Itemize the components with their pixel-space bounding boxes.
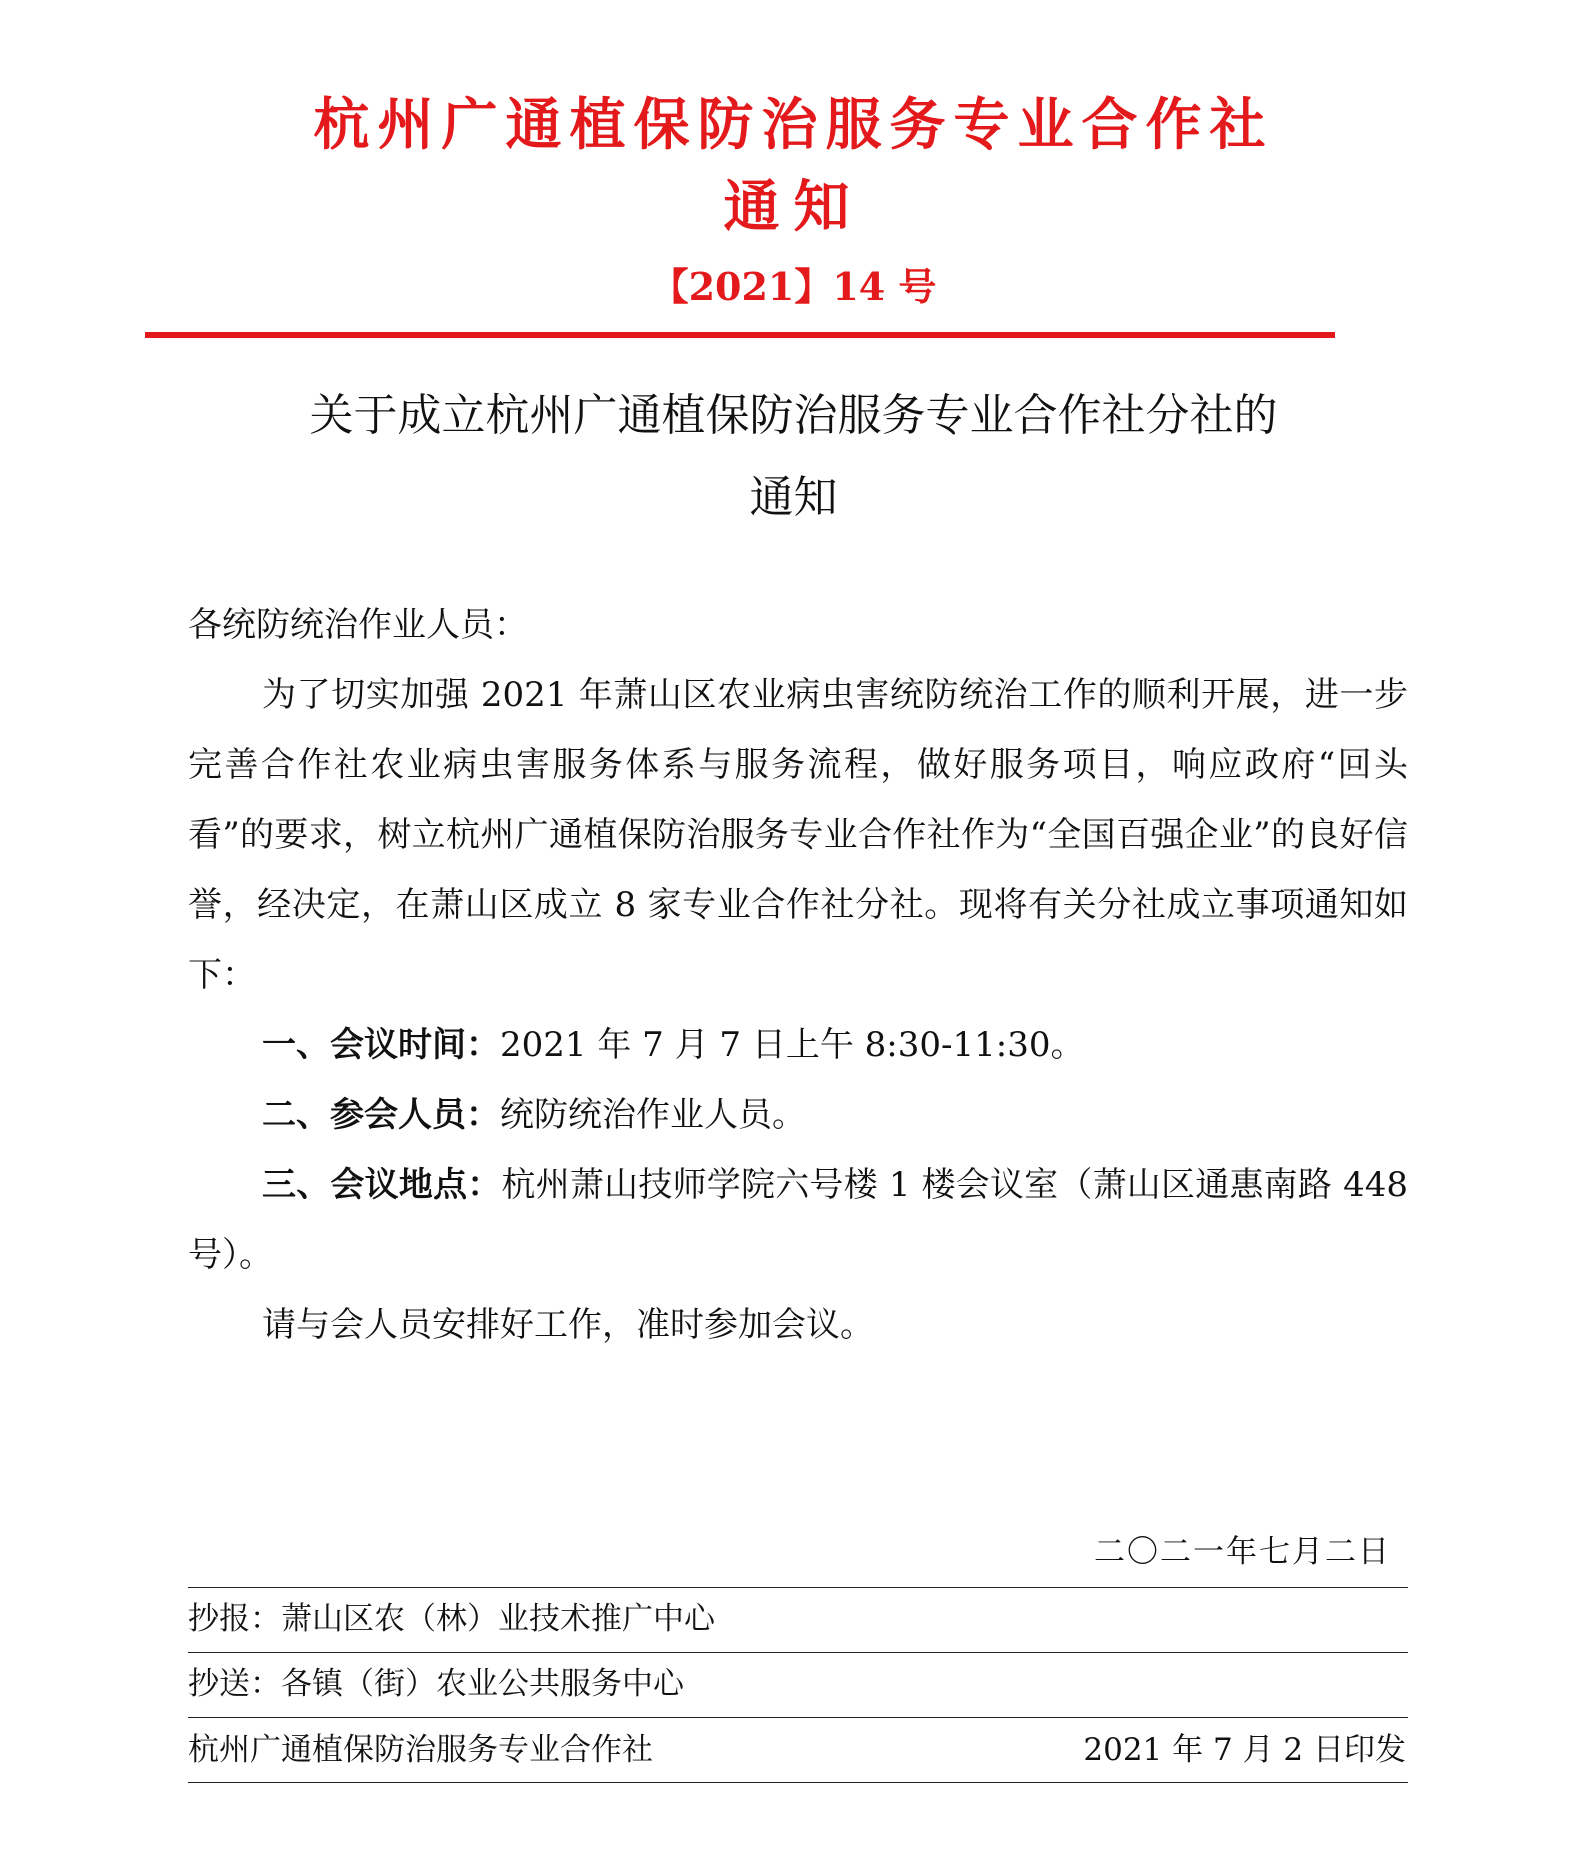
footer-divider <box>188 1652 1408 1653</box>
footer-divider <box>188 1717 1408 1718</box>
body-paragraph: 为了切实加强 2021 年萧山区农业病虫害统防统治工作的顺利开展，进一步完善合作社农业病虫害服务体系与服务流程，做好服务项目，响应政府“回头看”的要求，树立杭州广通植保防治服务专业合作社作为“全国百强企业”的良好信誉，经决定，在萧山区成立 8 家专业合作社分社。现将有关分社成立事项通知如下： <box>188 675 1408 995</box>
meeting-location-item <box>188 1150 1408 1290</box>
header-red-divider <box>145 332 1335 338</box>
meeting-time-value: 2021 年 7 月 7 日上午 8:30-11:30。 <box>500 1025 1085 1065</box>
notice-title-line-2: 通知 <box>749 472 838 523</box>
signature-date: 二〇二一年七月二日 <box>1094 1534 1391 1570</box>
notice-title-line-1: 关于成立杭州广通植保防治服务专业合作社分社的 <box>309 390 1278 441</box>
print-date: 2021 年 7 月 2 日印发 <box>1083 1732 1406 1768</box>
meeting-location-label: 三、会议地点： <box>262 1165 502 1205</box>
report-to: 抄报：萧山区农（林）业技术推广中心 <box>188 1601 715 1637</box>
meeting-location-value: 杭州萧山技师学院六号楼 1 楼会议室（萧山区通惠南路 448 号）。 <box>188 1165 1409 1275</box>
footer-divider <box>188 1587 1408 1588</box>
copy-to: 抄送：各镇（街）农业公共服务中心 <box>188 1666 684 1702</box>
attendees-value: 统防统治作业人员。 <box>500 1095 806 1135</box>
meeting-time-label: 一、会议时间： <box>262 1025 500 1065</box>
footer-divider <box>188 1782 1408 1783</box>
header-document-type: 通知 <box>723 175 864 240</box>
header-organization: 杭州广通植保防治服务专业合作社 <box>313 93 1274 158</box>
meeting-time-item <box>188 1010 1408 1080</box>
closing-sentence: 请与会人员安排好工作，准时参加会议。 <box>262 1305 874 1345</box>
salutation: 各统防统治作业人员： <box>188 605 528 645</box>
attendees-label: 二、参会人员： <box>262 1095 500 1135</box>
issuer: 杭州广通植保防治服务专业合作社 <box>188 1732 653 1768</box>
attendees-item <box>188 1080 1408 1150</box>
document-number: 【2021】14 号 <box>650 264 937 309</box>
